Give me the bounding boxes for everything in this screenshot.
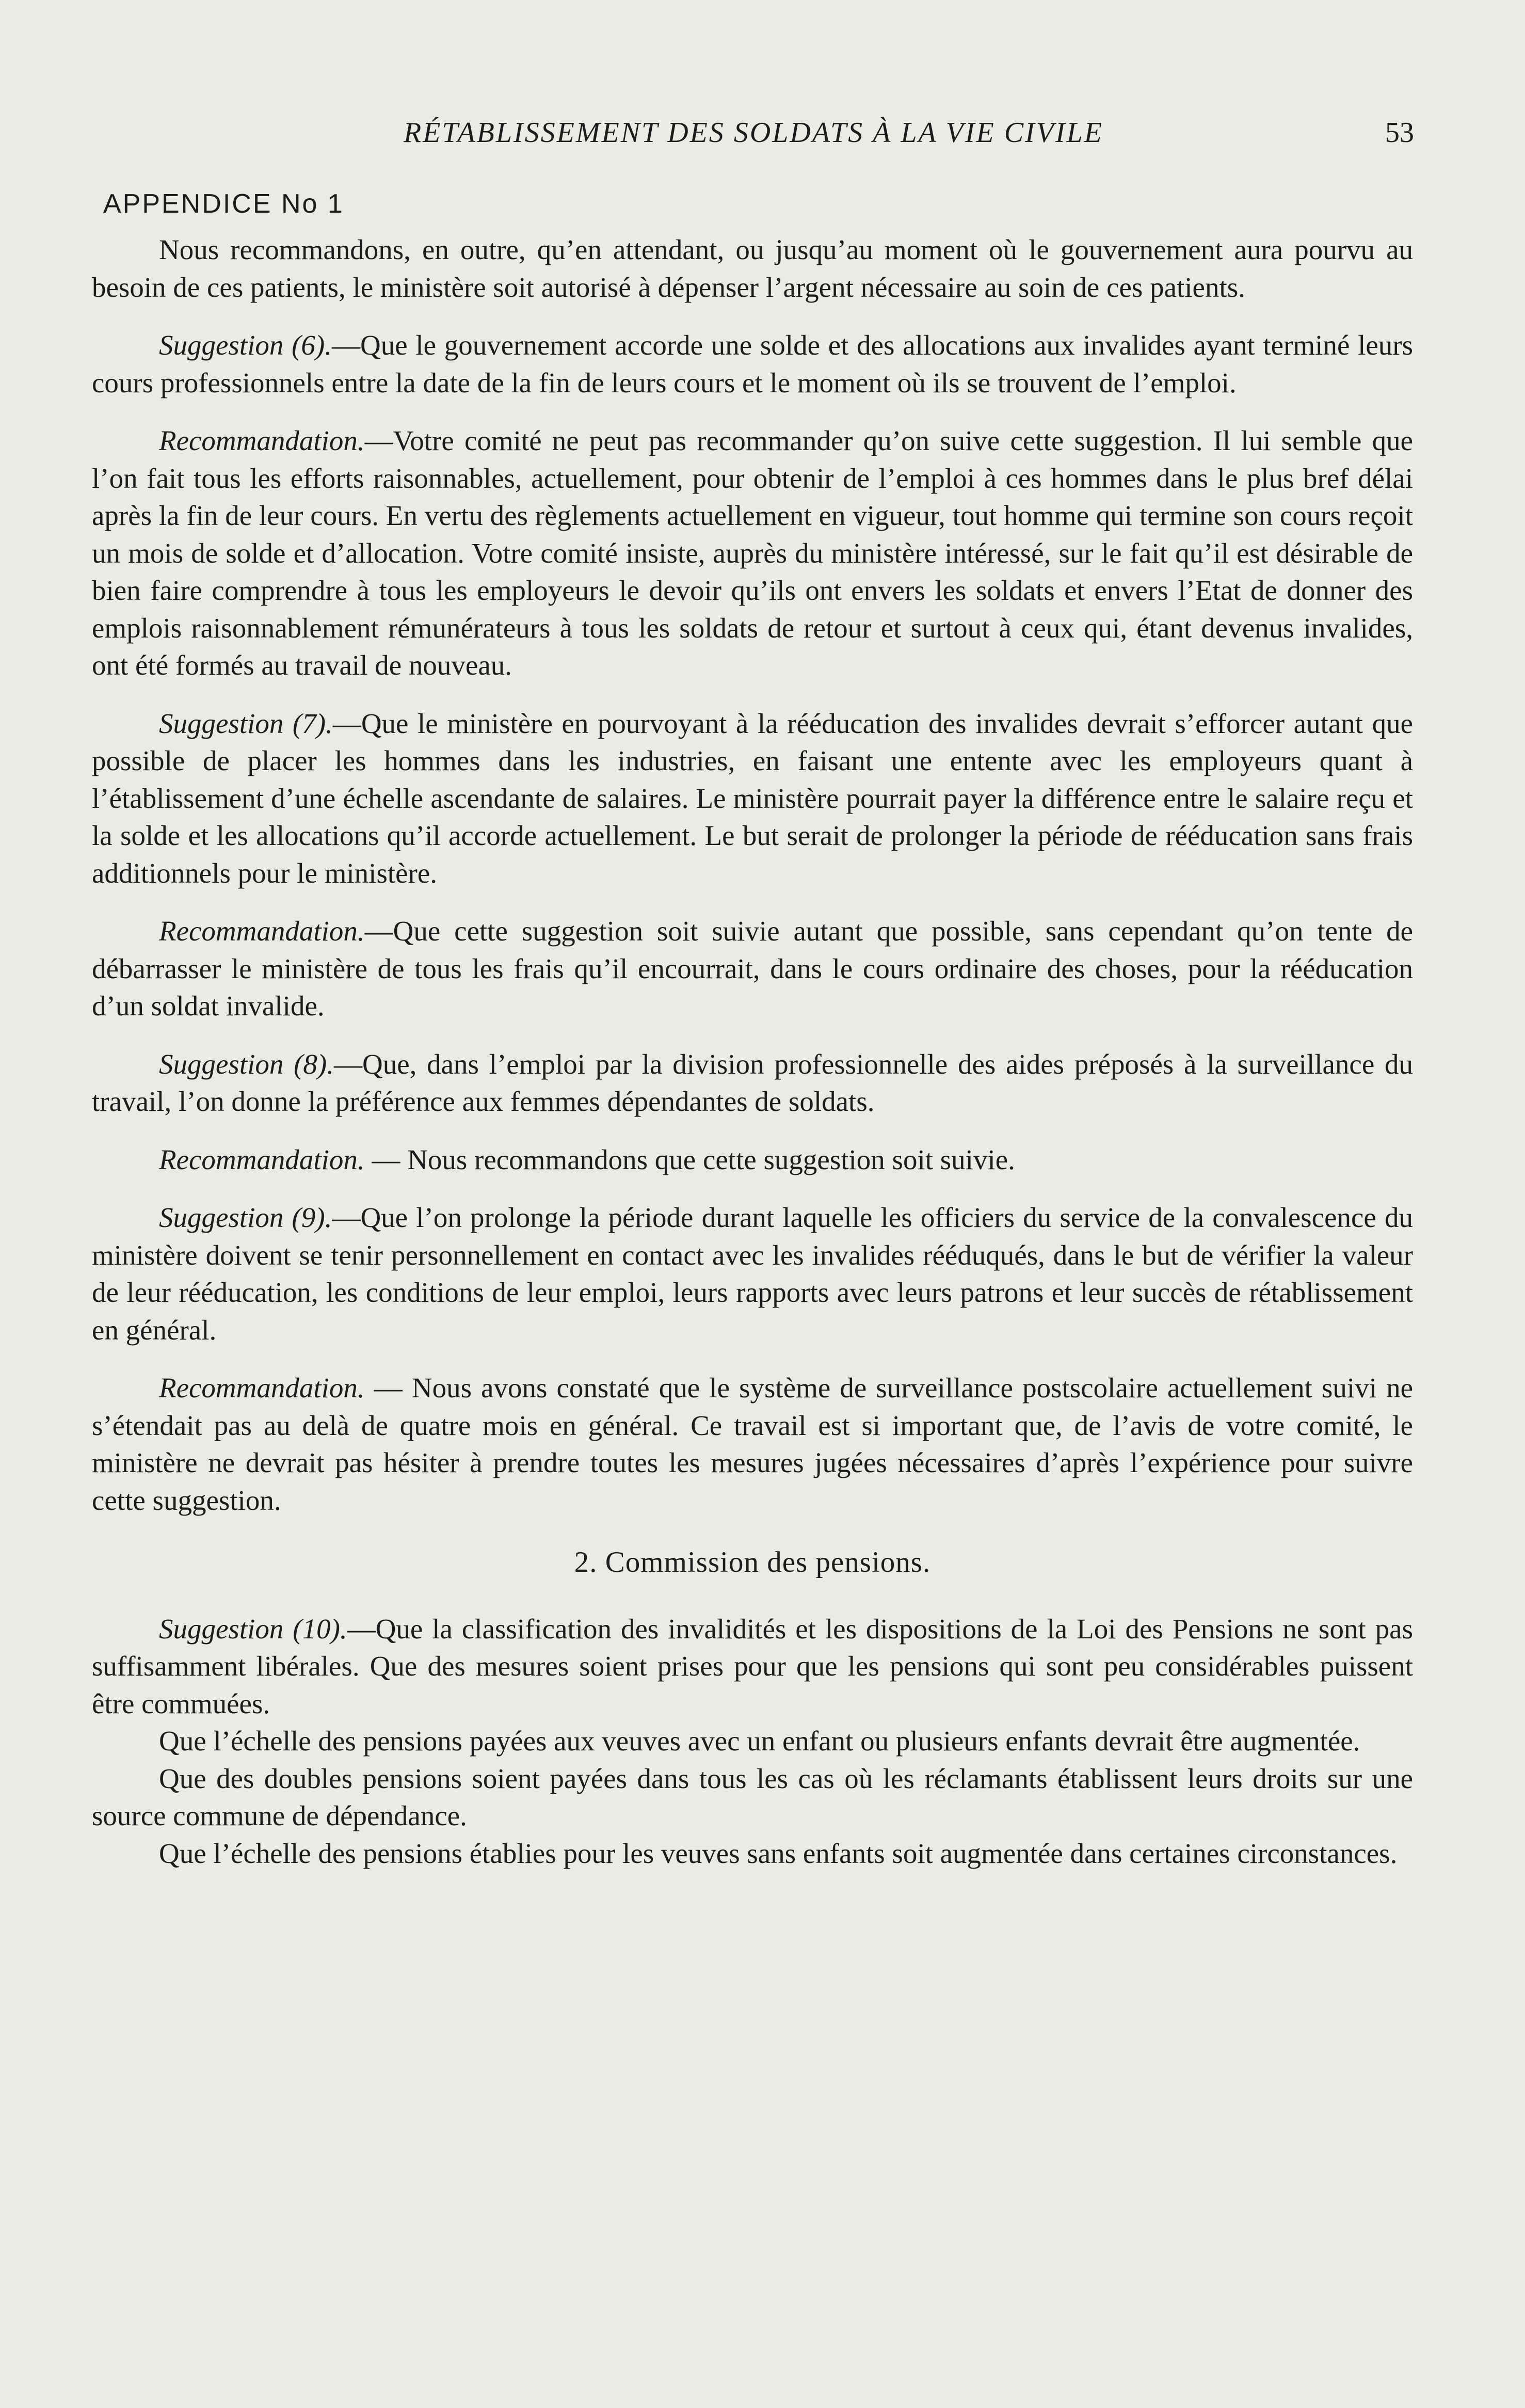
running-title: RÉTABLISSEMENT DES SOLDATS À LA VIE CIVILE bbox=[404, 117, 1103, 149]
suggestion-10-double-pensions-text: Que des doubles pensions soient payées dans tous les cas où les réclamants établissent leurs droits sur une source commune de dépendance. bbox=[92, 1762, 1413, 1831]
suggestion-6-term: Suggestion (6). bbox=[159, 329, 332, 361]
recommendation-9-term: Recommandation. bbox=[159, 1372, 365, 1404]
recommendation-7-text: —Que cette suggestion soit suivie autant que possible, sans cependant qu’on tente de débarrasser le ministère de tous les frais qu’il encourrait, dans le cours ordinaire des choses, pour la rééducation d’un soldat invalide. bbox=[92, 915, 1413, 1022]
body-text bbox=[92, 231, 1413, 1872]
suggestion-10-double-pensions bbox=[92, 1760, 1413, 1835]
recommendation-9-text: — Nous avons constaté que le système de surveillance postscolaire actuellement suivi ne s’étendait pas au delà de quatre mois en général. Ce travail est si important que, de l’avis de votre comité, le ministère ne devrait pas hésiter à prendre toutes les mesures jugées nécessaires d’après l’expérience pour suivre cette suggestion. bbox=[92, 1372, 1413, 1516]
suggestion-8 bbox=[92, 1046, 1413, 1121]
recommendation-9 bbox=[92, 1369, 1413, 1519]
recommendation-7-term: Recommandation. bbox=[159, 915, 365, 947]
section-heading: 2. Commission des pensions. bbox=[574, 1546, 931, 1578]
paragraph-intro bbox=[92, 231, 1413, 306]
suggestion-10-widows-children bbox=[92, 1723, 1413, 1760]
suggestion-7-term: Suggestion (7). bbox=[159, 707, 333, 739]
suggestion-10-widows-no-children bbox=[92, 1835, 1413, 1873]
suggestion-7 bbox=[92, 705, 1413, 892]
recommendation-6-text: —Votre comité ne peut pas recommander qu’on suive cette suggestion. Il lui semble que l’on fait tous les efforts raisonnables, actuellement, pour obtenir de l’emploi à ces hommes dans le plus bref délai après la fin de leur cours. En vertu des règlements actuellement en vigueur, tout homme qui termine son cours reçoit un mois de solde et d’allocation. Votre comité insiste, auprès du ministère intéressé, sur le fait qu’il est désirable de bien faire comprendre à tous les employeurs le devoir qu’ils ont envers les soldats et envers l’Etat de donner des emplois raisonnablement rémunérateurs à tous les soldats de retour et surtout à ceux qui, étant devenus invalides, ont été formés au travail de nouveau. bbox=[92, 425, 1413, 681]
recommendation-8 bbox=[92, 1141, 1413, 1179]
suggestion-8-text: —Que, dans l’emploi par la division professionnelle des aides préposés à la surveillance du travail, l’on donne la préférence aux femmes dépendantes de soldats. bbox=[92, 1048, 1414, 1117]
recommendation-8-text: — Nous recommandons que cette suggestion soit suivie. bbox=[364, 1143, 1015, 1175]
suggestion-6-text: —Que le gouvernement accorde une solde et des allocations aux invalides ayant terminé leurs cours professionnels entre la date de la fin de leurs cours et le moment où ils se trouvent de l’emploi. bbox=[92, 329, 1413, 398]
page-number: 53 bbox=[1385, 117, 1414, 149]
suggestion-8-term: Suggestion (8). bbox=[159, 1048, 334, 1080]
recommendation-8-term: Recommandation. bbox=[159, 1143, 365, 1175]
running-head bbox=[93, 109, 1414, 156]
suggestion-10 bbox=[92, 1610, 1413, 1723]
paragraph-intro-text: Nous recommandons, en outre, qu’en attendant, ou jusqu’au moment où le gouvernement aura pourvu au besoin de ces patients, le ministère soit autorisé à dépenser l’argent nécessaire au soin de ces patients. bbox=[92, 234, 1413, 303]
suggestion-7-text: —Que le ministère en pourvoyant à la rééducation des invalides devrait s’efforcer autant que possible de placer les hommes dans les industries, en faisant une entente avec les employeurs quant à l’établissement d’une échelle ascendante de salaires. Le ministère pourrait payer la différence entre le salaire reçu et la solde et les allocations qu’il accorde actuellement. Le but serait de prolonger la période de rééducation sans frais additionnels pour le ministère. bbox=[92, 707, 1414, 889]
suggestion-10-term: Suggestion (10). bbox=[159, 1613, 347, 1645]
suggestion-9-text: —Que l’on prolonge la période durant laquelle les officiers du service de la convalescence du ministère doivent se tenir personnellement en contact avec les invalides rééduqués, dans le but de vérifier la valeur de leur rééducation, les conditions de leur emploi, leurs rapports avec leurs patrons et leur succès de rétablissement en général. bbox=[92, 1202, 1413, 1346]
appendix-label: APPENDICE No 1 bbox=[103, 189, 344, 219]
recommendation-7 bbox=[92, 913, 1413, 1025]
suggestion-10-widows-no-children-text: Que l’échelle des pensions établies pour les veuves sans enfants soit augmentée dans certaines circonstances. bbox=[159, 1837, 1398, 1869]
suggestion-10-widows-children-text: Que l’échelle des pensions payées aux veuves avec un enfant ou plusieurs enfants devrait être augmentée. bbox=[159, 1725, 1360, 1757]
recommendation-6 bbox=[92, 422, 1413, 684]
recommendation-6-term: Recommandation. bbox=[159, 425, 365, 456]
suggestion-10-text: —Que la classification des invalidités et les dispositions de la Loi des Pensions ne sont pas suffisamment libérales. Que des mesures soient prises pour que les pensions qui sont peu considérables puissent être commuées. bbox=[92, 1613, 1413, 1719]
suggestion-6 bbox=[92, 327, 1413, 402]
suggestion-9 bbox=[92, 1199, 1413, 1349]
suggestion-9-term: Suggestion (9). bbox=[159, 1202, 332, 1233]
